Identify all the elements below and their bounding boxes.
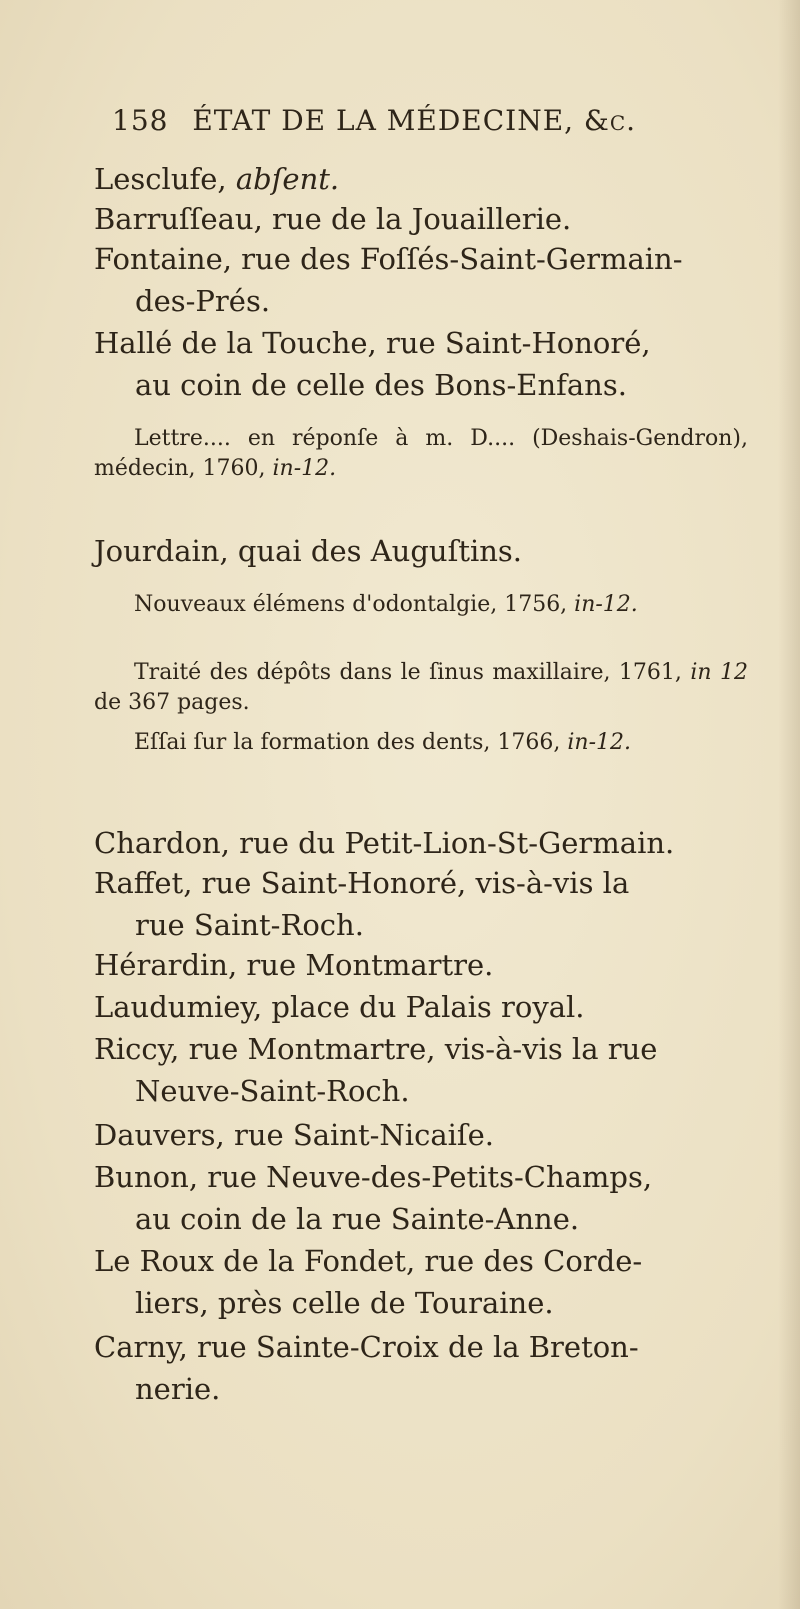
address: rue Montmartre. (246, 948, 494, 982)
address: rue Montmartre, vis-à-vis la rue (188, 1032, 658, 1066)
list-item: Chardon, rue du Petit-Lion-St-Germain. (94, 826, 675, 860)
address: quai des Auguſtins. (237, 534, 523, 568)
list-item: Dauvers, rue Saint-Nicaiſe. (94, 1118, 495, 1152)
list-item: Laudumiey, place du Palais royal. (94, 990, 585, 1024)
address: rue de la Jouaillerie. (272, 202, 572, 236)
address: place du Palais royal. (271, 990, 585, 1024)
physician-name: Carny (94, 1330, 179, 1364)
status-note: abſent. (235, 162, 340, 196)
running-title: ÉTAT DE LA MÉDECINE, &c. (192, 104, 637, 137)
publication-entry: Lettre.... en réponſe à m. D.... (Deshais-Gendron), médecin, 1760, in-12. (94, 426, 748, 481)
physician-name: Le Roux de la Fondet (94, 1244, 406, 1278)
page-number: 158 (112, 104, 169, 137)
list-item: Le Roux de la Fondet, rue des Corde- liers, près celle de Touraine. (94, 1240, 756, 1324)
physician-name: Fontaine (94, 242, 223, 276)
physician-name: Hallé de la Touche (94, 326, 368, 360)
list-item: Hallé de la Touche, rue Saint-Honoré, au coin de celle des Bons-Enfans. (94, 322, 756, 406)
address-continuation: au coin de celle des Bons-Enfans. (135, 368, 627, 402)
address: rue Sainte-Croix de la Breton- (197, 1330, 639, 1364)
physician-name: Barruſſeau (94, 202, 254, 236)
physician-name: Laudumiey (94, 990, 253, 1024)
physician-name: Dauvers (94, 1118, 216, 1152)
address: rue Saint-Honoré, (385, 326, 651, 360)
list-item: Raffet, rue Saint-Honoré, vis-à-vis la rue Saint-Roch. (94, 862, 756, 946)
physician-name: Raffet (94, 866, 184, 900)
list-item: Jourdain, quai des Auguſtins. (94, 534, 523, 568)
list-item: Carny, rue Sainte-Croix de la Breton- nerie. (94, 1326, 756, 1410)
address-continuation: Neuve-Saint-Roch. (135, 1074, 410, 1108)
running-header (112, 104, 752, 137)
physician-name: Jourdain (94, 534, 220, 568)
publication-entry: Eſſai ſur la formation des dents, 1766, in-12. (134, 730, 632, 755)
list-item: Fontaine, rue des Foſſés-Saint-Germain- des-Prés. (94, 238, 756, 322)
address: rue des Foſſés-Saint-Germain- (241, 242, 683, 276)
address-continuation: rue Saint-Roch. (135, 908, 364, 942)
page-gutter-shadow (778, 0, 800, 1609)
list-item: Hérardin, rue Montmartre. (94, 948, 494, 982)
physician-name: Hérardin (94, 948, 228, 982)
publication-entry: Nouveaux élémens d'odontalgie, 1756, in-12. (134, 592, 638, 617)
address: rue Saint-Nicaiſe. (233, 1118, 495, 1152)
physician-name: Riccy (94, 1032, 171, 1066)
list-item: Barruſſeau, rue de la Jouaillerie. (94, 202, 572, 236)
address-continuation: nerie. (135, 1372, 221, 1406)
address: rue Saint-Honoré, vis-à-vis la (201, 866, 630, 900)
physician-name: Lesclufe (94, 162, 218, 196)
address: rue Neuve-des-Petits-Champs, (207, 1160, 653, 1194)
address-continuation: des-Prés. (135, 284, 271, 318)
list-item: Riccy, rue Montmartre, vis-à-vis la rue Neuve-Saint-Roch. (94, 1028, 756, 1112)
physician-name: Chardon (94, 826, 221, 860)
address-continuation: liers, près celle de Touraine. (135, 1286, 554, 1320)
publication-entry: Traité des dépôts dans le ſinus maxillaire, 1761, in 12 de 367 pages. (94, 660, 748, 715)
physician-name: Bunon (94, 1160, 189, 1194)
address: rue du Petit-Lion-St-Germain. (239, 826, 675, 860)
address: rue des Corde- (424, 1244, 643, 1278)
list-item: Lesclufe, abſent. (94, 162, 340, 196)
address-continuation: au coin de la rue Sainte-Anne. (135, 1202, 580, 1236)
list-item: Bunon, rue Neuve-des-Petits-Champs, au coin de la rue Sainte-Anne. (94, 1156, 756, 1240)
